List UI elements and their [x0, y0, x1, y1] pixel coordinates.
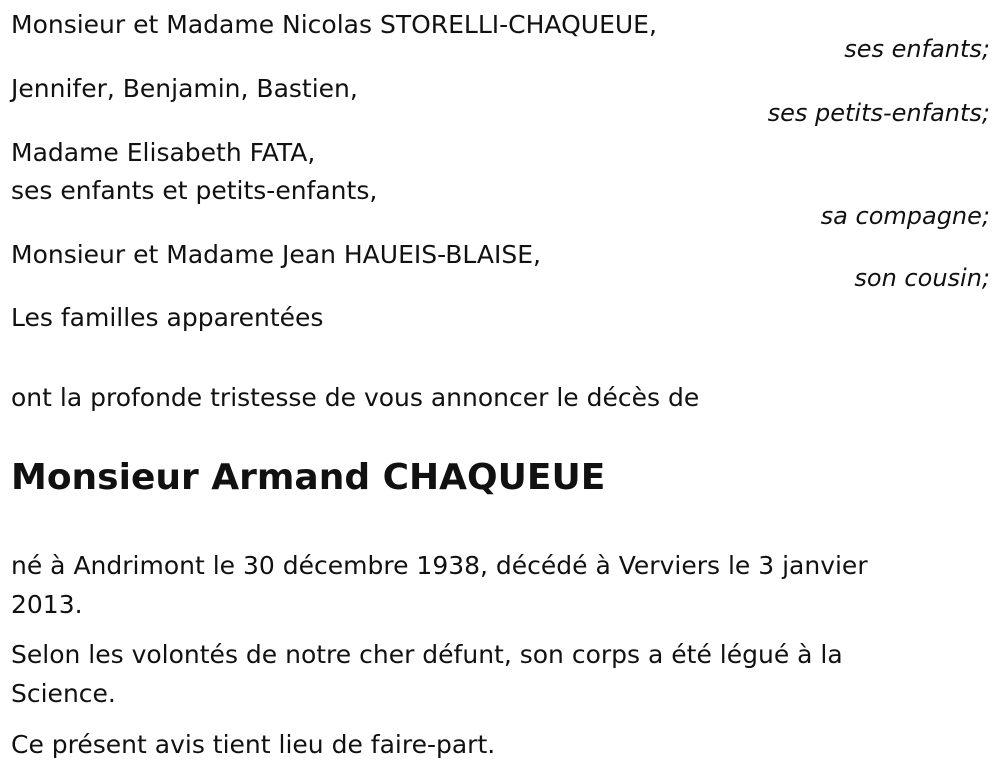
wishes-line-2: Science. — [11, 679, 116, 708]
closing-text: Ce présent avis tient lieu de faire-part. — [11, 730, 496, 759]
family-line-relatives: Les familles apparentées — [11, 303, 324, 332]
family-line-companion: Madame Elisabeth FATA, — [11, 138, 316, 167]
birth-death-line-1: né à Andrimont le 30 décembre 1938, décédé à Verviers le 3 janvier — [11, 551, 868, 580]
relation-children: ses enfants; — [844, 35, 990, 63]
family-line-companion-family: ses enfants et petits-enfants, — [11, 176, 378, 205]
relation-companion: sa compagne; — [820, 202, 990, 230]
family-line-cousin: Monsieur et Madame Jean HAUEIS-BLAISE, — [11, 240, 541, 269]
family-line-children: Monsieur et Madame Nicolas STORELLI-CHAQUEUE, — [11, 10, 657, 39]
relation-cousin: son cousin; — [854, 264, 990, 292]
announcement-text: ont la profonde tristesse de vous annoncer le décès de — [11, 383, 700, 412]
wishes-line-1: Selon les volontés de notre cher défunt, son corps a été légué à la — [11, 640, 843, 669]
birth-death-line-2: 2013. — [11, 590, 83, 619]
relation-grandchildren: ses petits-enfants; — [767, 99, 990, 127]
deceased-name: Monsieur Armand CHAQUEUE — [11, 457, 606, 498]
family-line-grandchildren: Jennifer, Benjamin, Bastien, — [11, 74, 358, 103]
